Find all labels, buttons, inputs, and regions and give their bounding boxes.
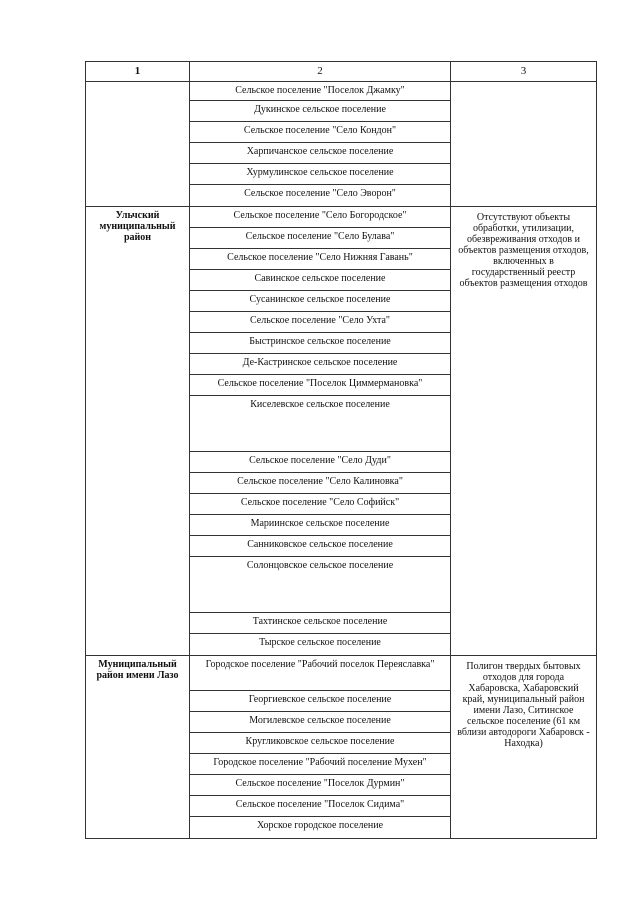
settlement-item: Сельское поселение "Село Ухта": [190, 312, 450, 333]
table-row: [86, 82, 597, 207]
settlement-item: Сельское поселение "Село Дуди": [190, 452, 450, 473]
waste-facilities-table: [85, 61, 597, 839]
note-text: [451, 82, 596, 87]
settlement-item: Киселевское сельское поселение: [190, 396, 450, 452]
settlements-cell: [190, 82, 451, 207]
column-header-3: 3: [451, 62, 597, 82]
note-cell: [451, 656, 597, 839]
table-row: [86, 207, 597, 656]
table-row: [86, 656, 597, 839]
settlement-item: Сельское поселение "Село Булава": [190, 228, 450, 249]
settlement-item: Тахтинское сельское поселение: [190, 613, 450, 634]
settlement-item: Сельское поселение "Село Эворон": [244, 188, 396, 199]
settlement-item: Сельское поселение "Село Калиновка": [190, 473, 450, 494]
settlement-item: Дукинское сельское поселение: [190, 101, 450, 122]
settlement-item: Хурмулинское сельское поселение: [190, 164, 450, 185]
document-page: [85, 61, 595, 839]
settlement-item: Санниковское сельское поселение: [190, 536, 450, 557]
settlement-item: Сельское поселение "Село Кондон": [190, 122, 450, 143]
header-row: [86, 62, 597, 82]
note-cell: [451, 82, 597, 207]
settlement-item: Быстринское сельское поселение: [190, 333, 450, 354]
district-name: Муниципальный район имени Лазо: [96, 659, 179, 681]
district-cell: [86, 207, 190, 656]
settlement-item: Мариинское сельское поселение: [190, 515, 450, 536]
note-text: Отсутствуют объекты обработки, утилизации, обезвреживания отходов и объектов размещения отходов, включенных в государственный реестр объектов размещения отходов: [458, 212, 589, 289]
settlement-item: Георгиевское сельское поселение: [190, 691, 450, 712]
settlement-item: Хорское городское поселение: [256, 820, 384, 831]
settlement-item: Городское поселение "Рабочий поселок Переяславка": [190, 656, 450, 691]
settlements-cell: [190, 656, 451, 839]
settlement-item: Савинское сельское поселение: [190, 270, 450, 291]
settlement-item: Сельское поселение "Поселок Дурмин": [190, 775, 450, 796]
settlement-item: Сельское поселение "Поселок Джамку": [190, 82, 450, 101]
column-header-2: 2: [190, 62, 451, 82]
settlement-item: Сельское поселение "Поселок Сидима": [190, 796, 450, 817]
district-name: [86, 82, 189, 85]
settlement-item: Тырское сельское поселение: [259, 637, 381, 648]
settlement-item: Де-Кастринское сельское поселение: [190, 354, 450, 375]
settlement-item: Солонцовское сельское поселение: [190, 557, 450, 613]
note-text: Полигон твердых бытовых отходов для города Хабаровска, Хабаровский край, муниципальный район имени Лазо, Ситинское сельское поселение (61 км вблизи автодороги Хабаровск - Находка): [457, 661, 590, 749]
settlement-item: Сусанинское сельское поселение: [190, 291, 450, 312]
district-name: Ульчский муниципальный район: [99, 210, 176, 243]
settlement-item: Кругликовское сельское поселение: [190, 733, 450, 754]
settlement-item: Харпичанское сельское поселение: [190, 143, 450, 164]
district-cell: [86, 656, 190, 839]
settlement-item: Сельское поселение "Поселок Циммермановка": [190, 375, 450, 396]
settlement-item: Сельское поселение "Село Софийск": [190, 494, 450, 515]
note-cell: [451, 207, 597, 656]
settlements-cell: [190, 207, 451, 656]
settlement-item: Могилевское сельское поселение: [190, 712, 450, 733]
settlement-item: Городское поселение "Рабочий поселение Мухен": [190, 754, 450, 775]
settlement-item: Сельское поселение "Село Богородское": [190, 207, 450, 228]
district-cell: [86, 82, 190, 207]
column-header-1: 1: [86, 62, 190, 82]
settlement-item: Сельское поселение "Село Нижняя Гавань": [190, 249, 450, 270]
